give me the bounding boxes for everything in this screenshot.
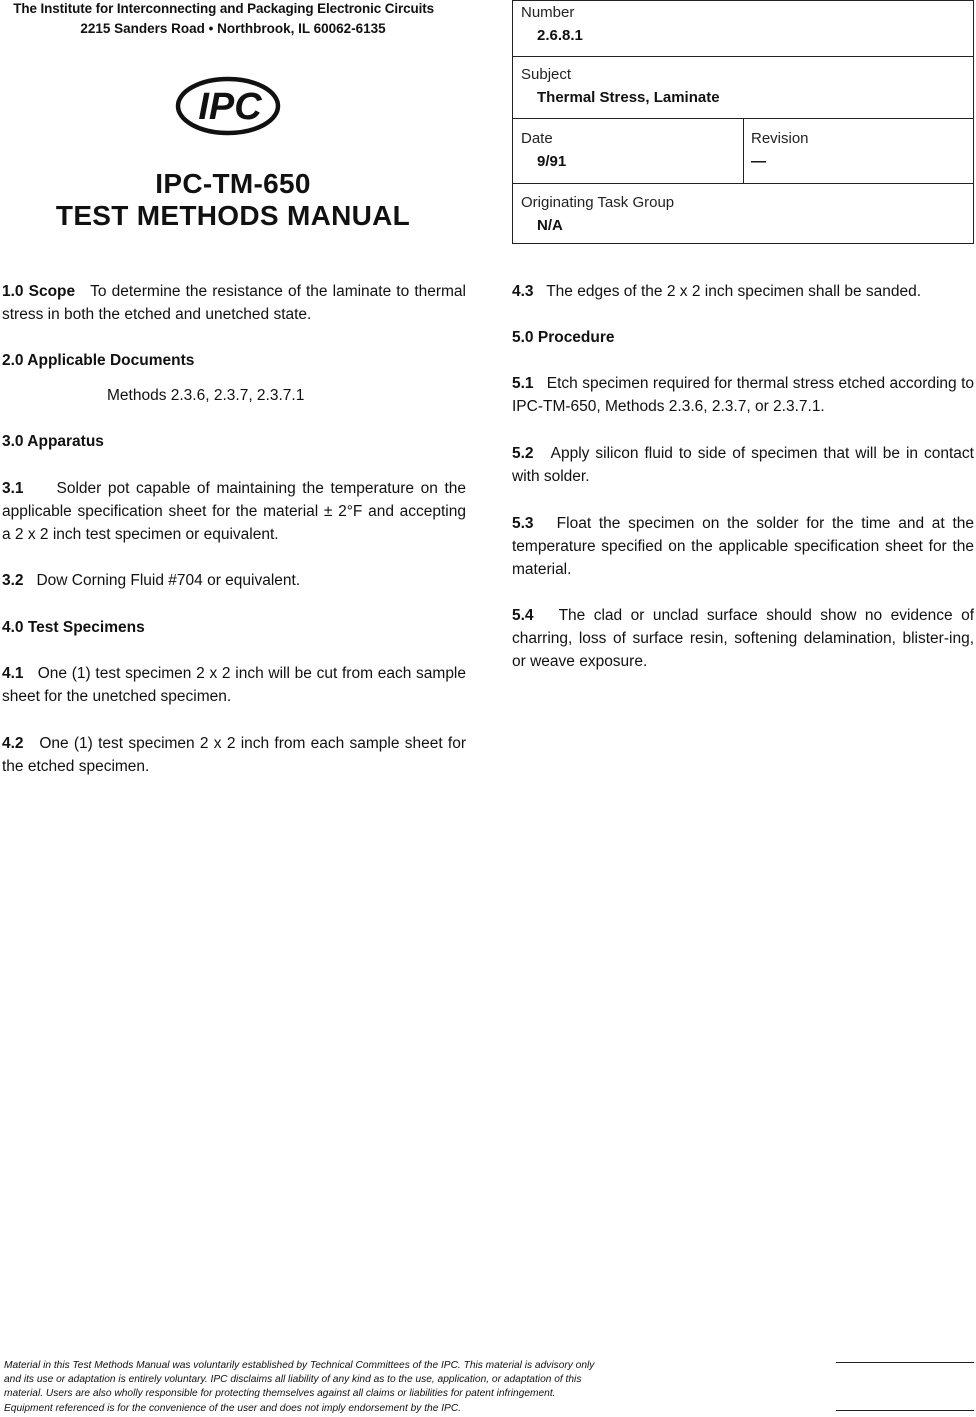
section-4-2 xyxy=(2,732,466,778)
section-number: 5.3 xyxy=(512,515,534,532)
section-text: Etch specimen required for thermal stress etched according to IPC-TM-650, Methods 2.3.6, 2.3.7, or 2.3.7.1. xyxy=(512,375,974,415)
section-4-1 xyxy=(2,662,466,708)
section-3-2 xyxy=(2,569,466,592)
section-text: Apply silicon fluid to side of specimen that will be in contact with solder. xyxy=(512,445,974,485)
task-group-cell xyxy=(513,191,973,245)
task-group-value: N/A xyxy=(537,217,563,234)
divider xyxy=(513,56,973,57)
section-heading: 2.0 Applicable Documents xyxy=(2,352,195,369)
section-4-3 xyxy=(512,280,974,303)
section-number: 5.1 xyxy=(512,375,534,392)
number-value: 2.6.8.1 xyxy=(537,27,583,44)
date-cell xyxy=(513,127,743,183)
document-info-box xyxy=(512,0,974,244)
logo-text: IPC xyxy=(198,86,262,128)
section-text: Solder pot capable of maintaining the temperature on the applicable specification sheet for the material ± 2°F and accepting a 2 x 2 inch test specimen or equivalent. xyxy=(2,480,466,543)
subject-label: Subject xyxy=(521,66,572,83)
section-heading: 5.0 Procedure xyxy=(512,329,615,346)
ipc-logo xyxy=(174,76,282,141)
number-cell xyxy=(513,1,973,56)
section-text: Float the specimen on the solder for the time and at the temperature specified on the applicable specification sheet for the material. xyxy=(512,515,974,578)
section-number: 3.1 xyxy=(2,480,24,497)
date-label: Date xyxy=(521,130,553,147)
section-number: 3.2 xyxy=(2,572,24,589)
section-text: The clad or unclad surface should show no evidence of charring, loss of surface resin, softening delamination, blister-ing, or weave exposure. xyxy=(512,607,975,670)
section-5-3 xyxy=(512,512,974,581)
section-number: 5.4 xyxy=(512,607,534,624)
number-label: Number xyxy=(521,4,575,21)
revision-label: Revision xyxy=(751,130,809,147)
manual-title xyxy=(0,168,466,232)
revision-cell xyxy=(743,127,975,183)
disclaimer-line: Material in this Test Methods Manual was voluntarily established by Technical Committees of the IPC. This material is advisory only xyxy=(4,1360,595,1371)
right-column xyxy=(512,280,974,680)
section-number: 4.2 xyxy=(2,735,24,752)
date-value: 9/91 xyxy=(537,153,567,170)
section-5-4 xyxy=(512,604,974,673)
section-text: To determine the resistance of the laminate to thermal stress in both the etched and unetched state. xyxy=(2,283,466,323)
section-5-2 xyxy=(512,442,974,488)
manual-title-line1: IPC-TM-650 xyxy=(155,168,311,199)
disclaimer-line: material. Users are also wholly responsible for protecting themselves against all claims or liabilities for patent infringement. xyxy=(4,1388,556,1400)
left-column xyxy=(2,280,466,800)
institute-address: 2215 Sanders Road • Northbrook, IL 60062-6135 xyxy=(80,21,386,36)
subject-cell xyxy=(513,63,973,118)
disclaimer xyxy=(4,1359,704,1416)
section-text: One (1) test specimen 2 x 2 inch will be cut from each sample sheet for the unetched specimen. xyxy=(2,665,467,705)
revision-value: — xyxy=(751,153,766,170)
institute-name: The Institute for Interconnecting and Packaging Electronic Circuits xyxy=(13,0,435,16)
task-group-label: Originating Task Group xyxy=(521,194,675,211)
section-1-0 xyxy=(2,280,466,326)
section-number: 4.1 xyxy=(2,665,24,682)
section-text: The edges of the 2 x 2 inch specimen shall be sanded. xyxy=(546,283,922,300)
disclaimer-line: and its use or adaptation is entirely voluntary. IPC disclaims all liability of any kind as to the use, application, or adaptation of this xyxy=(4,1374,582,1386)
section-number: 4.3 xyxy=(512,283,534,300)
section-text: Methods 2.3.6, 2.3.7, 2.3.7.1 xyxy=(107,387,305,404)
section-5-1 xyxy=(512,372,974,418)
section-text: Dow Corning Fluid #704 or equivalent. xyxy=(36,572,301,589)
section-3-1 xyxy=(2,477,466,546)
section-number: 5.2 xyxy=(512,445,534,462)
manual-title-line2: TEST METHODS MANUAL xyxy=(55,200,411,231)
subject-value: Thermal Stress, Laminate xyxy=(537,89,720,106)
section-heading: 4.0 Test Specimens xyxy=(2,619,145,636)
divider xyxy=(513,183,973,184)
footer-rule xyxy=(836,1362,974,1363)
footer-rule xyxy=(836,1410,974,1411)
section-text: One (1) test specimen 2 x 2 inch from each sample sheet for the etched specimen. xyxy=(2,735,467,775)
section-heading: 3.0 Apparatus xyxy=(2,433,104,450)
section-heading: 1.0 Scope xyxy=(2,283,76,300)
disclaimer-line: Equipment referenced is for the convenience of the user and does not imply endorsement by the IPC. xyxy=(4,1402,462,1414)
